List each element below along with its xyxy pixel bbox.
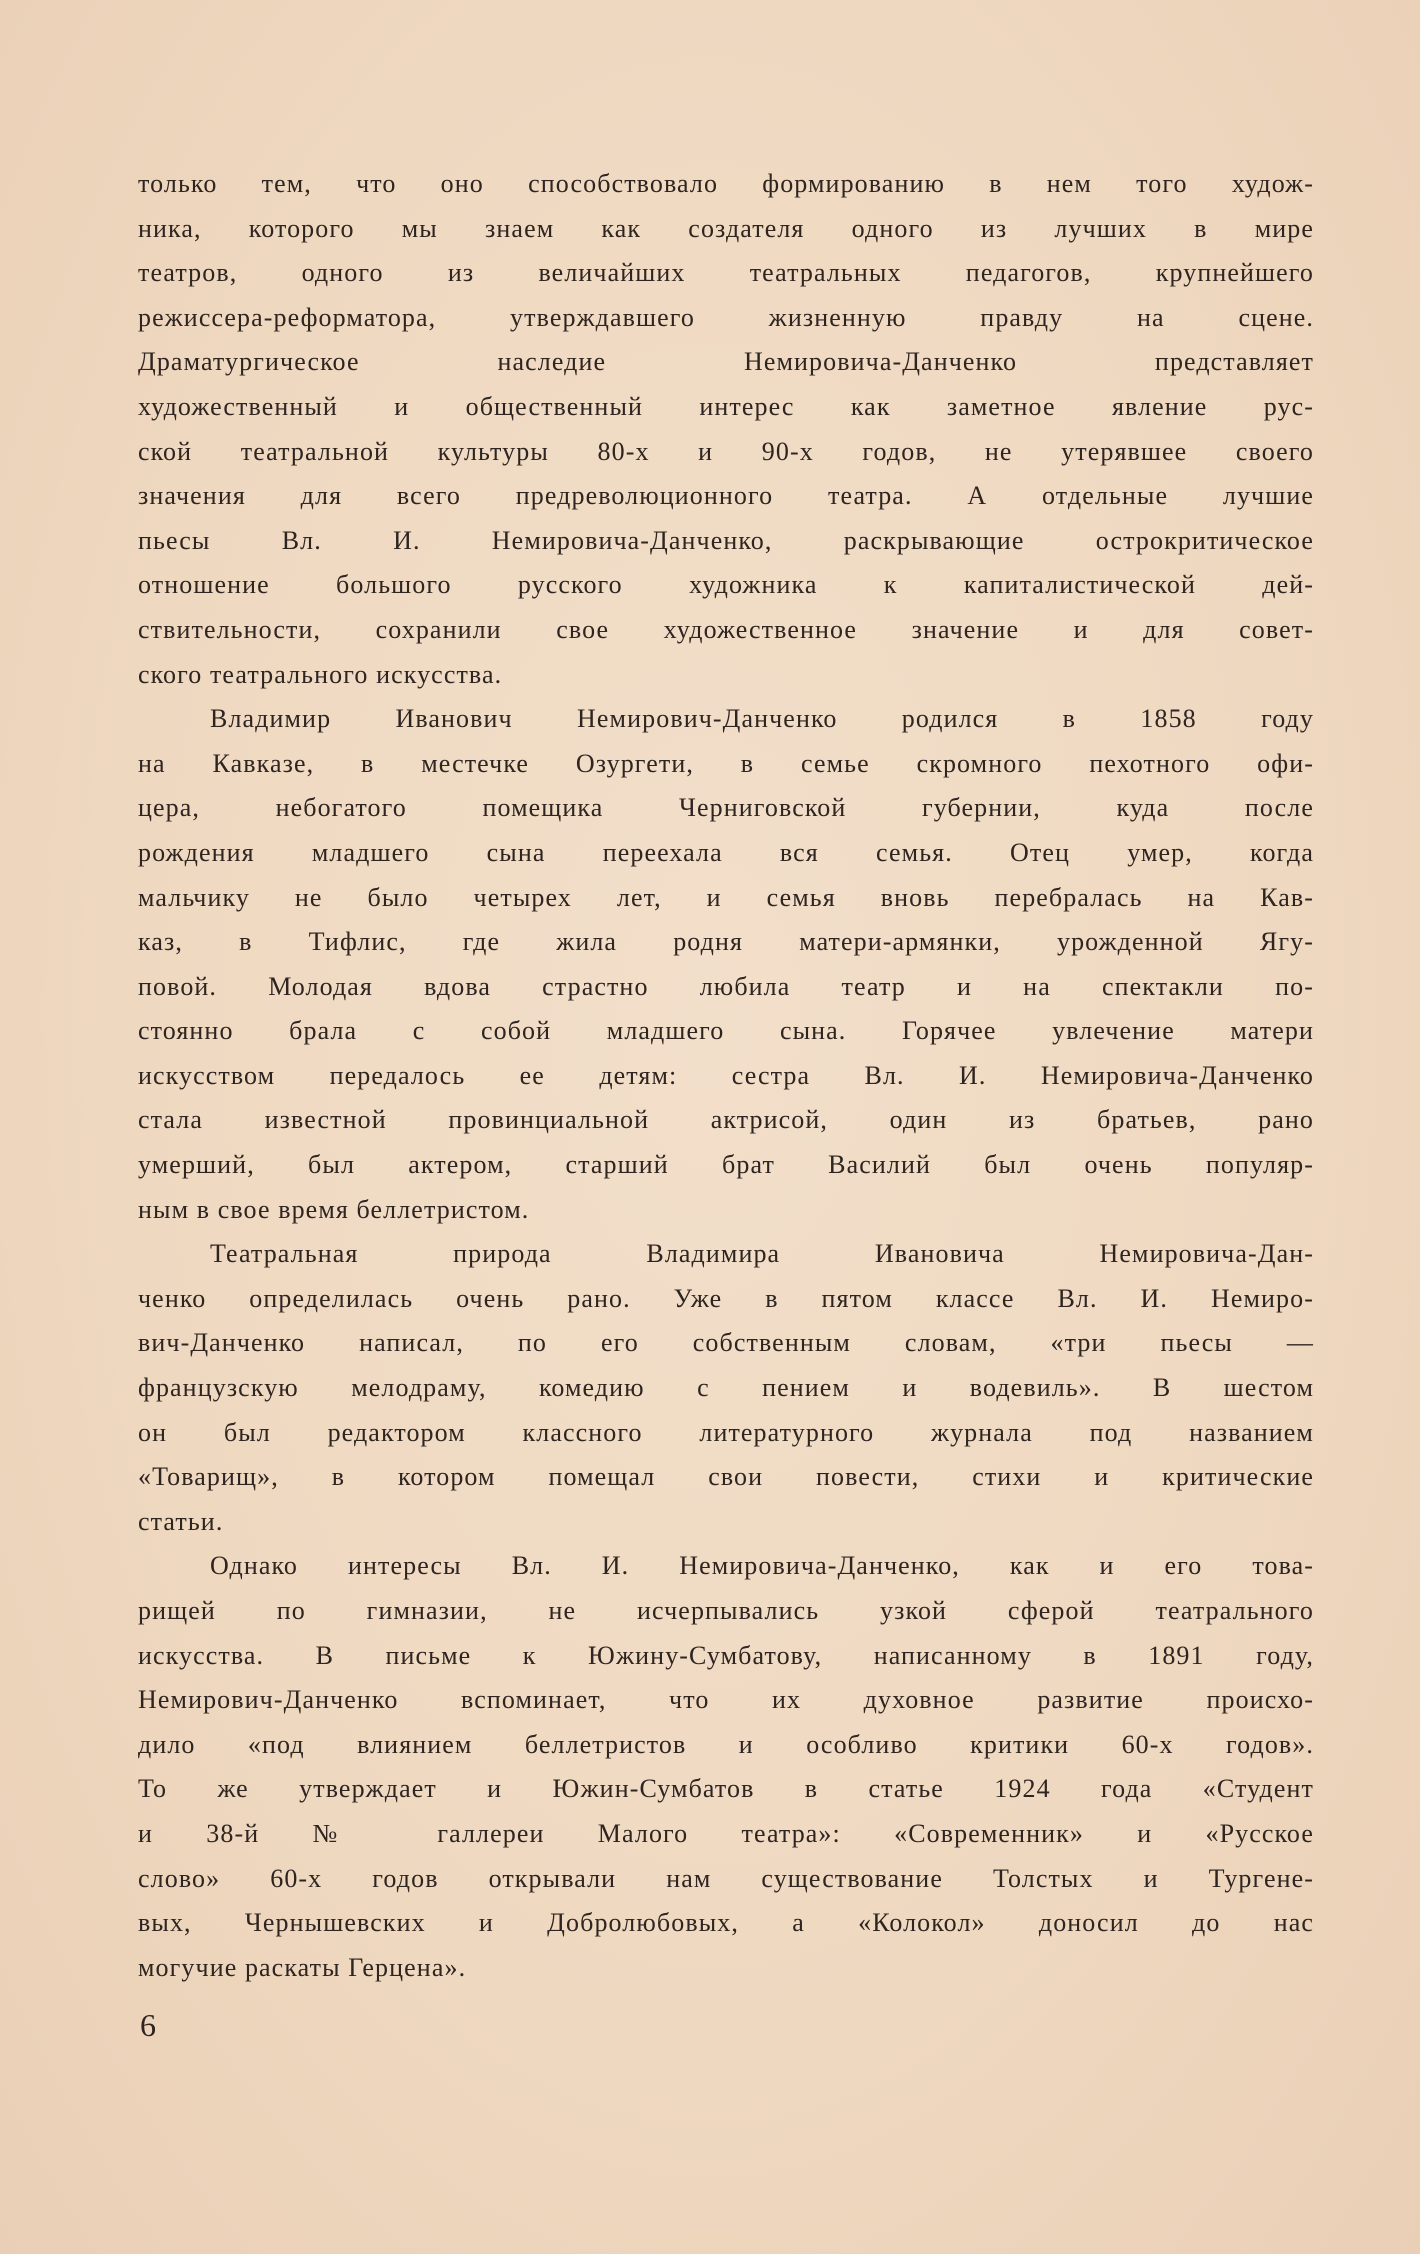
- text-line: только тем, что оно способствовало формированию в нем того худож-: [138, 169, 1314, 198]
- text-line: искусством передалось ее детям: сестра Вл. И. Немировича-Данченко: [138, 1060, 1314, 1090]
- paragraph-2: [138, 697, 1314, 1232]
- text-line: вич-Данченко написал, по его собственным словам, «три пьесы —: [138, 1328, 1314, 1358]
- text-line: отношение большого русского художника к капиталистической дей-: [138, 570, 1314, 600]
- text-line: повой. Молодая вдова страстно любила театр и на спектакли по-: [138, 971, 1314, 1001]
- text-line: стоянно брала с собой младшего сына. Горячее увлечение матери: [138, 1016, 1314, 1046]
- text-line: могучие раскаты Герцена».: [138, 1952, 467, 1982]
- text-line: Владимир Иванович Немирович-Данченко родился в 1858 году: [210, 704, 1314, 734]
- paragraph-3: [138, 1232, 1314, 1544]
- text-line: статьи.: [138, 1506, 224, 1536]
- paragraph-1: [138, 162, 1314, 697]
- text-line: значения для всего предреволюционного театра. А отдельные лучшие: [138, 481, 1314, 511]
- text-line: вых, Чернышевских и Добролюбовых, а «Колокол» доносил до нас: [138, 1908, 1314, 1938]
- text-line: ным в свое время беллетристом.: [138, 1194, 530, 1224]
- text-line: и 38-й № галлереи Малого театра»: «Современник» и «Русское: [138, 1818, 1314, 1848]
- text-line: на Кавказе, в местечке Озургети, в семье скромного пехотного офи-: [138, 748, 1314, 778]
- text-line: пьесы Вл. И. Немировича-Данченко, раскрывающие острокритическое: [138, 525, 1314, 555]
- page-number: 6: [140, 2007, 156, 2043]
- paragraph-4: [138, 1544, 1314, 1990]
- text-line: он был редактором классного литературного журнала под названием: [138, 1417, 1314, 1447]
- text-line: ского театрального искусства.: [138, 659, 503, 689]
- text-line: каз, в Тифлис, где жила родня матери-армянки, урожденной Ягу-: [138, 927, 1314, 957]
- text-line: театров, одного из величайших театральных педагогов, крупнейшего: [138, 258, 1314, 288]
- text-line: Театральная природа Владимира Ивановича Немировича-Дан-: [210, 1239, 1314, 1269]
- text-line: ствительности, сохранили свое художественное значение и для совет-: [138, 614, 1314, 644]
- text-line: ской театральной культуры 80-х и 90-х годов, не утерявшее своего: [138, 436, 1314, 466]
- text-line: Однако интересы Вл. И. Немировича-Данченко, как и его това-: [210, 1551, 1314, 1581]
- text-line: французскую мелодраму, комедию с пением и водевиль». В шестом: [138, 1373, 1314, 1403]
- text-line: ника, которого мы знаем как создателя одного из лучших в мире: [138, 213, 1314, 243]
- text-line: рищей по гимназии, не исчерпывались узкой сферой театрального: [138, 1596, 1314, 1625]
- body-text: [138, 162, 1314, 1990]
- text-line: Драматургическое наследие Немировича-Данченко представляет: [138, 347, 1314, 377]
- text-line: ченко определилась очень рано. Уже в пятом классе Вл. И. Немиро-: [138, 1283, 1314, 1313]
- text-line: мальчику не было четырех лет, и семья вновь перебралась на Кав-: [138, 882, 1314, 912]
- text-line: Немирович-Данченко вспоминает, что их духовное развитие происхо-: [138, 1685, 1314, 1715]
- text-line: стала известной провинциальной актрисой, один из братьев, рано: [138, 1105, 1314, 1135]
- text-line: То же утверждает и Южин-Сумбатов в статье 1924 года «Студент: [138, 1774, 1314, 1804]
- text-line: рождения младшего сына переехала вся семья. Отец умер, когда: [138, 837, 1314, 867]
- text-line: дило «под влиянием беллетристов и особливо критики 60-х годов».: [138, 1729, 1314, 1759]
- text-line: цера, небогатого помещика Черниговской губернии, куда после: [138, 793, 1314, 823]
- text-line: умерший, был актером, старший брат Василий был очень популяр-: [138, 1150, 1314, 1180]
- text-line: художественный и общественный интерес как заметное явление рус-: [138, 391, 1314, 421]
- text-line: слово» 60-х годов открывали нам существование Толстых и Тургене-: [138, 1863, 1314, 1893]
- text-line: режиссера-реформатора, утверждавшего жизненную правду на сцене.: [138, 302, 1314, 332]
- text-line: искусства. В письме к Южину-Сумбатову, написанному в 1891 году,: [138, 1640, 1314, 1670]
- text-line: «Товарищ», в котором помещал свои повести, стихи и критические: [138, 1462, 1314, 1492]
